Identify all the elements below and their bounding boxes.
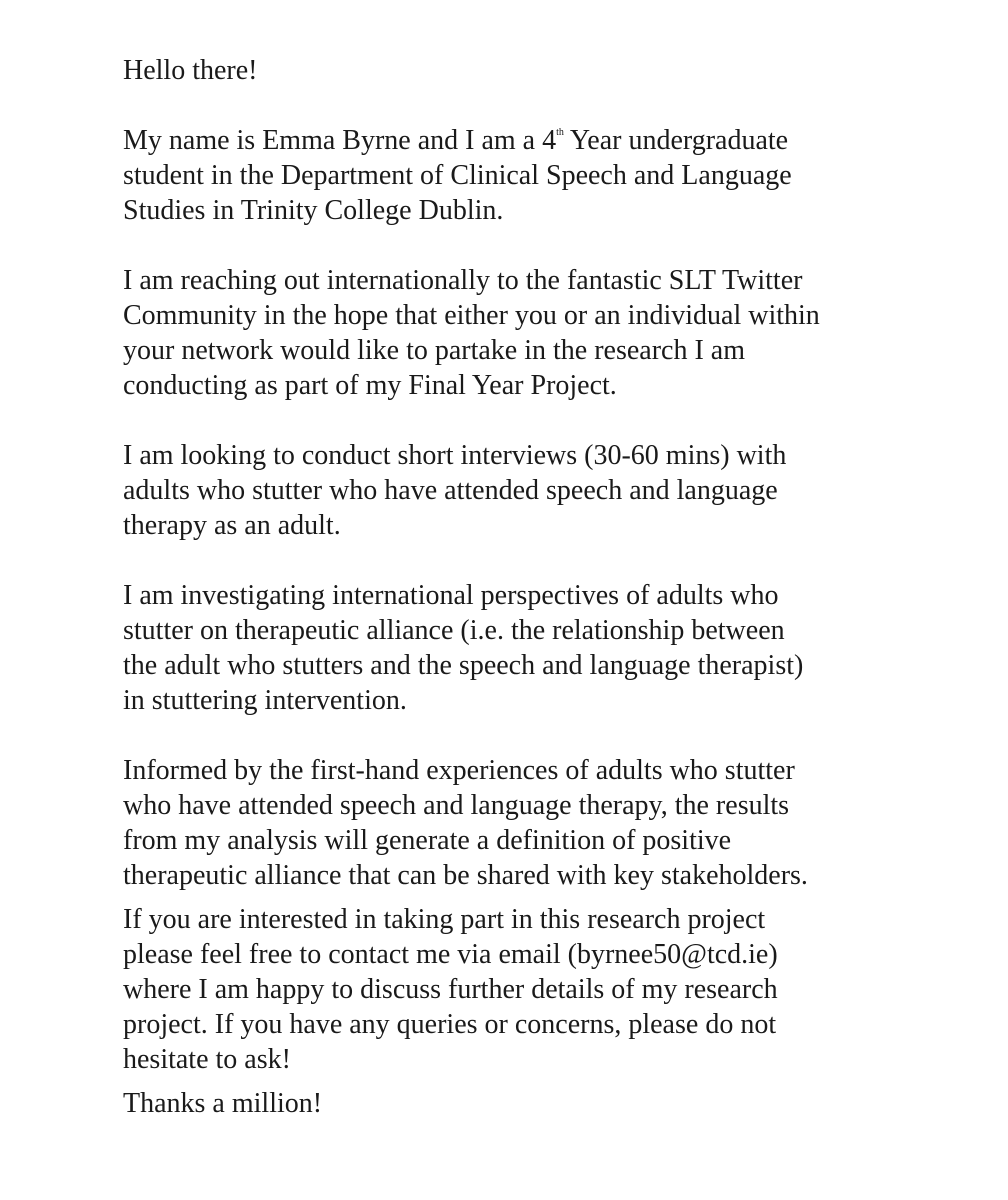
informed-line: from my analysis will generate a definition of positive	[123, 825, 732, 856]
letter-body	[123, 53, 983, 1121]
contact-line: project. If you have any queries or concerns, please do not	[123, 1009, 777, 1040]
outreach-line: conducting as part of my Final Year Project.	[123, 370, 617, 401]
informed-line: who have attended speech and language therapy, the results	[123, 790, 790, 821]
interviews-line: adults who stutter who have attended speech and language	[123, 475, 778, 506]
intro-line	[123, 123, 983, 158]
informed-line: therapeutic alliance that can be shared with key stakeholders.	[123, 860, 808, 891]
intro-line: student in the Department of Clinical Speech and Language	[123, 160, 792, 191]
contact-line: please feel free to contact me via email (byrnee50@tcd.ie)	[123, 939, 778, 970]
investigation-paragraph	[123, 578, 983, 718]
outreach-line: I am reaching out internationally to the fantastic SLT Twitter	[123, 265, 803, 296]
intro-line: Studies in Trinity College Dublin.	[123, 195, 504, 226]
investigation-line: stutter on therapeutic alliance (i.e. the relationship between	[123, 615, 785, 646]
contact-line: If you are interested in taking part in this research project	[123, 904, 766, 935]
investigation-line: I am investigating international perspectives of adults who	[123, 580, 779, 611]
intro-line-text: Year undergraduate	[563, 125, 789, 156]
intro-paragraph	[123, 123, 983, 228]
informed-line: Informed by the first-hand experiences of adults who stutter	[123, 755, 795, 786]
greeting: Hello there!	[123, 55, 258, 86]
interviews-line: therapy as an adult.	[123, 510, 341, 541]
contact-paragraph	[123, 902, 983, 1077]
outreach-line: Community in the hope that either you or an individual within	[123, 300, 820, 331]
investigation-line: in stuttering intervention.	[123, 685, 407, 716]
contact-line: where I am happy to discuss further details of my research	[123, 974, 778, 1005]
intro-line-text: My name is Emma Byrne and I am a 4	[123, 125, 557, 156]
investigation-line: the adult who stutters and the speech and language therapist)	[123, 650, 804, 681]
contact-line: hesitate to ask!	[123, 1044, 291, 1075]
outreach-paragraph	[123, 263, 983, 403]
interviews-paragraph	[123, 438, 983, 543]
informed-paragraph	[123, 753, 983, 893]
outreach-line: your network would like to partake in the research I am	[123, 335, 746, 366]
signoff: Thanks a million!	[123, 1088, 323, 1119]
ordinal-superscript: th	[556, 127, 564, 138]
interviews-line: I am looking to conduct short interviews (30-60 mins) with	[123, 440, 787, 471]
